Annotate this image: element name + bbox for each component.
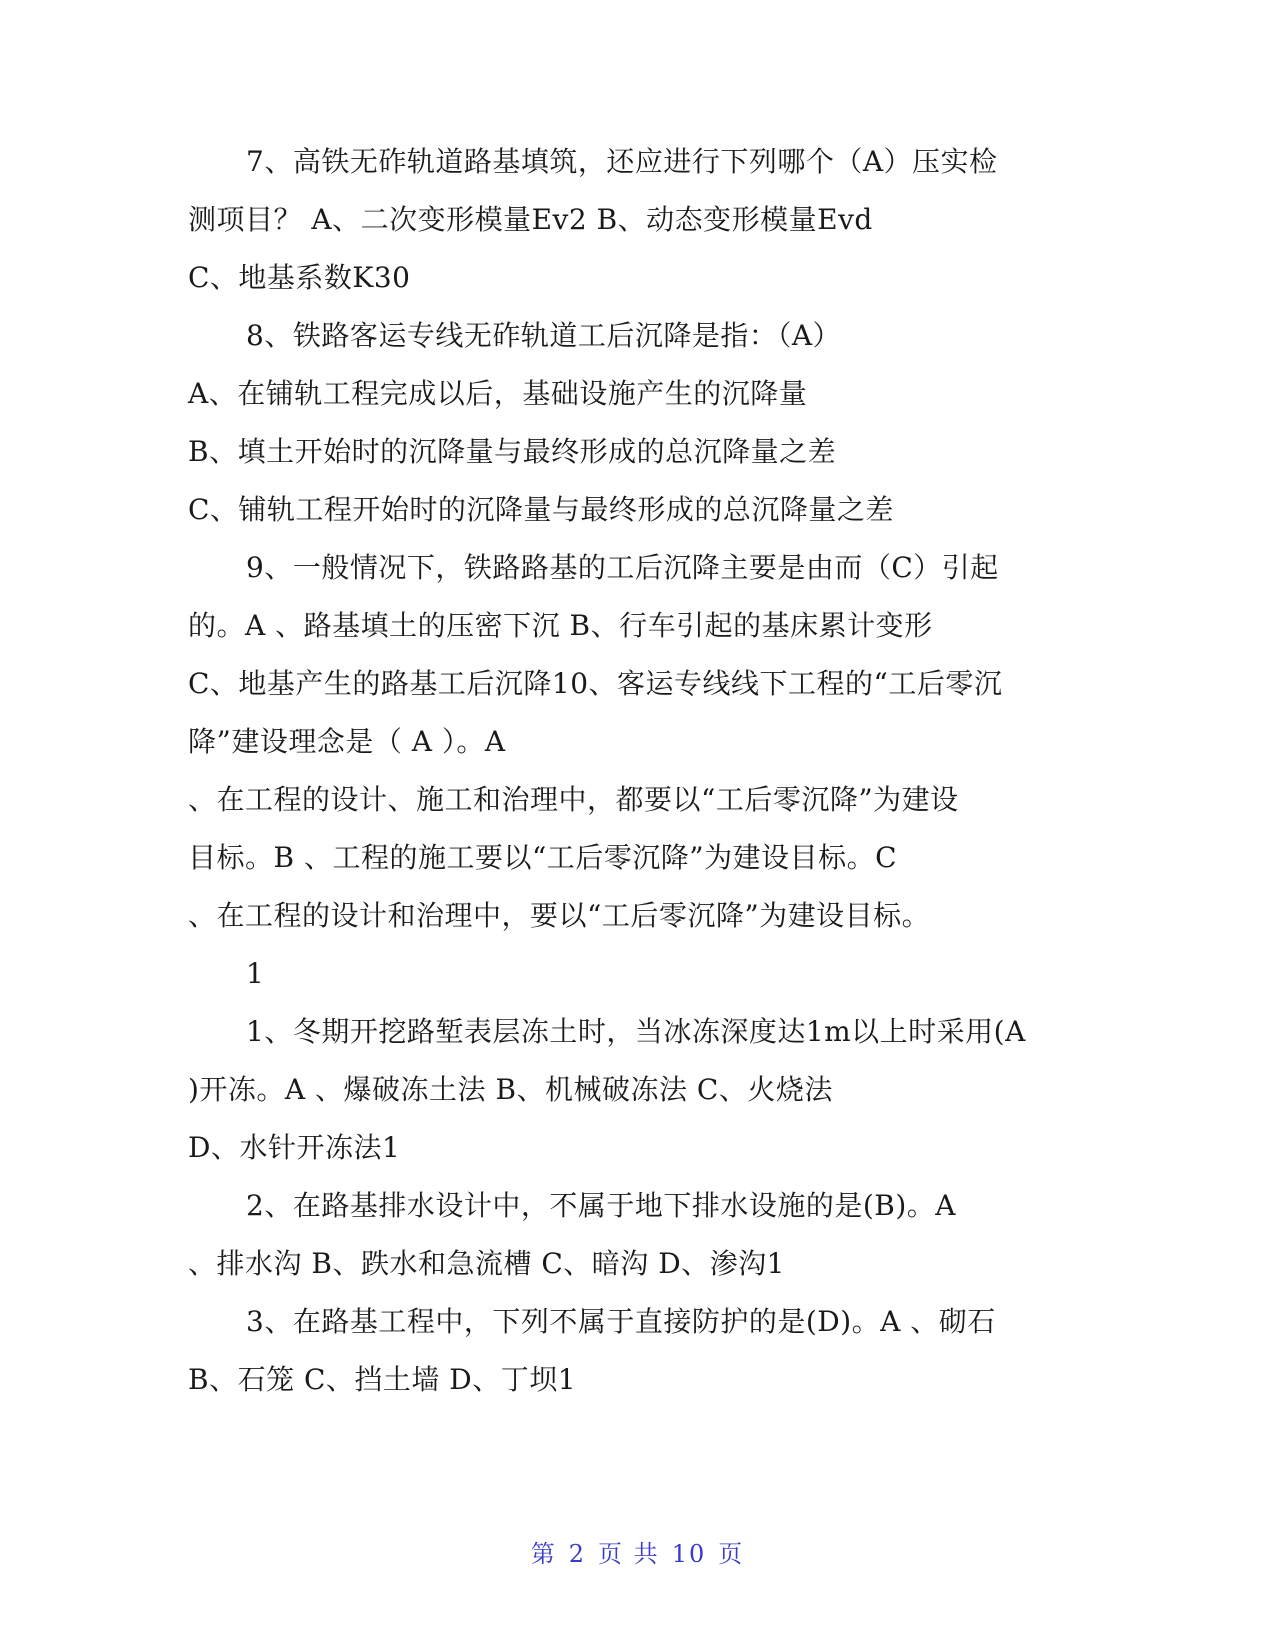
footer-suffix: 页: [718, 1540, 745, 1568]
question-2-line-2: 、排水沟 B、跌水和急流槽 C、暗沟 D、渗沟1: [188, 1247, 785, 1280]
question-1-line-2: )开冻。A 、爆破冻土法 B、机械破冻法 C、火烧法: [188, 1073, 833, 1106]
question-3-line-1: 3、在路基工程中，下列不属于直接防护的是(D)。A 、砌石: [246, 1305, 996, 1338]
footer-prefix: 第: [530, 1540, 557, 1568]
question-9-10-line: C、地基产生的路基工后沉降10、客运专线线下工程的“工后零沉: [188, 667, 1003, 700]
footer-current-page: 2: [568, 1540, 587, 1568]
question-10-line-4: 目标。B 、工程的施工要以“工后零沉降”为建设目标。C: [188, 841, 898, 874]
question-10-line-3: 、在工程的设计、施工和治理中，都要以“工后零沉降”为建设: [188, 783, 959, 816]
question-8-option-a: A、在铺轨工程完成以后，基础设施产生的沉降量: [188, 377, 808, 410]
question-7-line-1: 7、高铁无砟轨道路基填筑，还应进行下列哪个（A）压实检: [246, 145, 998, 178]
question-10-line-5: 、在工程的设计和治理中，要以“工后零沉降”为建设目标。: [188, 899, 931, 932]
question-8-line-1: 8、铁路客运专线无砟轨道工后沉降是指：（A）: [246, 319, 842, 352]
question-8-option-b: B、填土开始时的沉降量与最终形成的总沉降量之差: [188, 435, 837, 468]
question-8-option-c: C、铺轨工程开始时的沉降量与最终形成的总沉降量之差: [188, 493, 894, 526]
question-7-line-3: C、地基系数K30: [188, 261, 411, 294]
question-9-line-2: 的。A 、路基填土的压密下沉 B、行车引起的基床累计变形: [188, 609, 933, 642]
section-number: 1: [246, 957, 265, 990]
footer-middle: 页 共: [598, 1540, 660, 1568]
question-10-line-2: 降”建设理念是（ A ）。A: [188, 725, 506, 758]
question-2-line-1: 2、在路基排水设计中，不属于地下排水设施的是(B)。A: [246, 1189, 956, 1222]
page-footer: [0, 1538, 1275, 1570]
footer-total-pages: 10: [671, 1540, 707, 1568]
question-9-line-1: 9、一般情况下，铁路路基的工后沉降主要是由而（C）引起: [246, 551, 999, 584]
question-7-line-2: 测项目？ A、二次变形模量Ev2 B、动态变形模量Evd: [188, 203, 873, 236]
question-1-line-1: 1、冬期开挖路堑表层冻土时，当冰冻深度达1m以上时采用(A: [246, 1015, 1026, 1048]
question-1-line-3: D、水针开冻法1: [188, 1131, 401, 1164]
question-3-line-2: B、石笼 C、挡土墙 D、丁坝1: [188, 1363, 577, 1396]
